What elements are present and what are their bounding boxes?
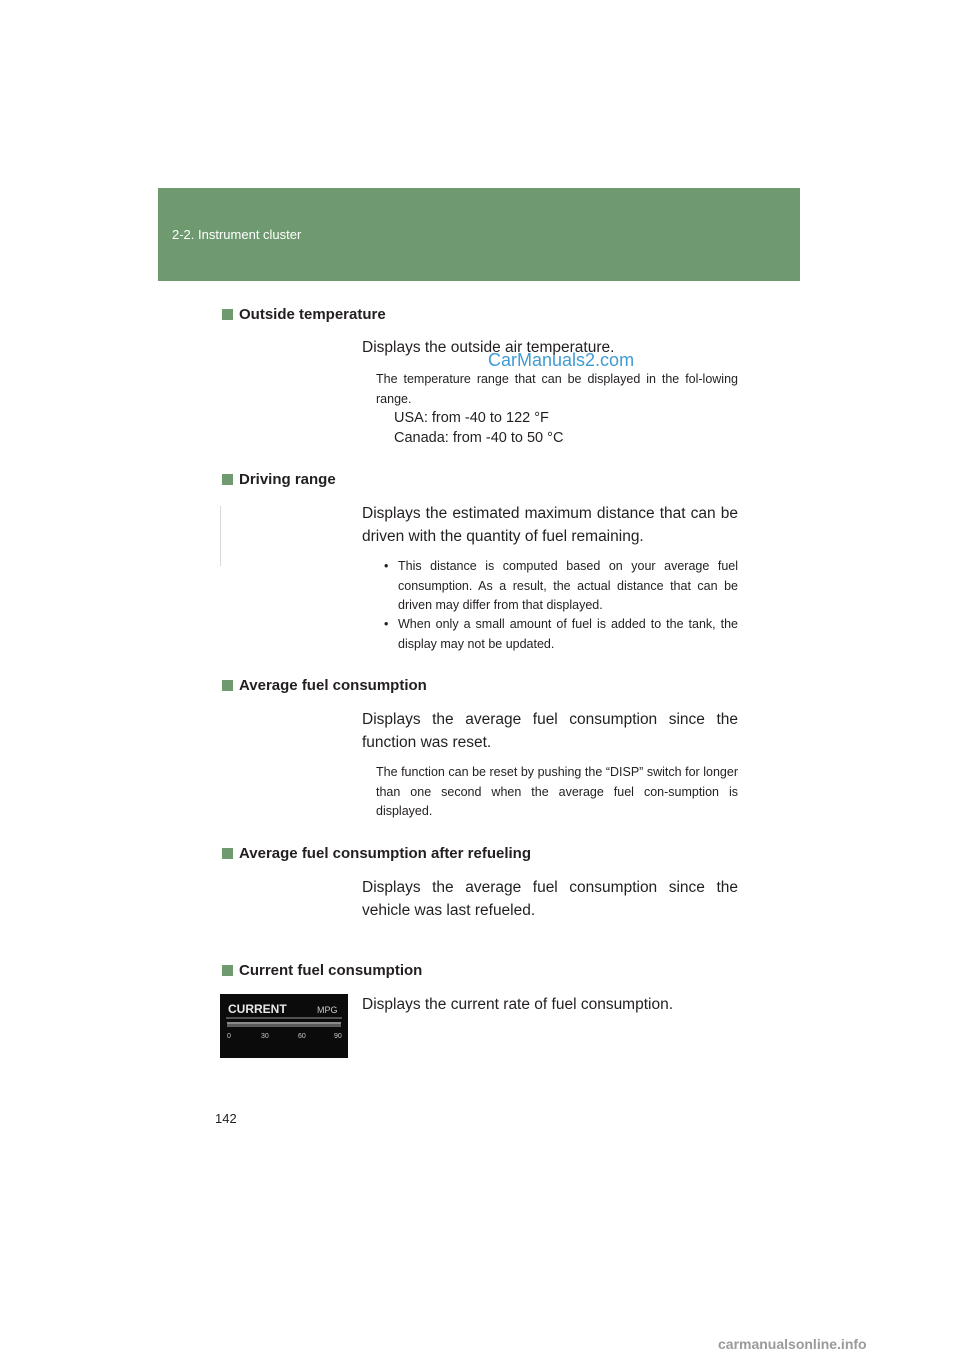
driving-range-bullet-1 (380, 557, 738, 616)
page-number: 142 (215, 1111, 237, 1126)
outside-temperature-note: The temperature range that can be displayed in the fol-lowing range. (376, 372, 738, 406)
watermark-carmanualsonline: carmanualsonline.info (718, 1336, 867, 1352)
heading-outside-temperature (222, 306, 386, 323)
outside-temperature-body: Displays the outside air temperature. (362, 339, 615, 356)
heading-driving-range (222, 471, 336, 488)
average-fuel-body: Displays the average fuel consumption since the function was reset. (362, 711, 738, 751)
heading-label: Average fuel consumption (239, 677, 427, 694)
display-tick-label: 60 (298, 1033, 306, 1040)
heading-label: Outside temperature (239, 306, 386, 323)
average-fuel-note: The function can be reset by pushing the “DISP” switch for longer than one second when the average fuel con-sumption is displayed. (376, 765, 738, 818)
average-after-refuel-body: Displays the average fuel consumption since the vehicle was last refueled. (362, 879, 738, 919)
square-bullet-icon (222, 965, 233, 976)
heading-current-fuel (222, 962, 422, 979)
side-rule (220, 506, 221, 566)
temperature-range-canada: Canada: from -40 to 50 °C (394, 430, 564, 446)
square-bullet-icon (222, 309, 233, 320)
heading-label: Current fuel consumption (239, 962, 423, 979)
bullet-text: This distance is computed based on your average fuel consumption. As a result, the actual distance that can be driven may differ from that displayed. (398, 559, 738, 612)
display-bar-highlight (227, 1022, 341, 1024)
bullet-dot: • (384, 559, 389, 573)
display-tick-label: 30 (261, 1033, 269, 1040)
display-unit: MPG (317, 1005, 338, 1015)
current-fuel-body: Displays the current rate of fuel consumption. (362, 996, 674, 1013)
square-bullet-icon (222, 474, 233, 485)
display-tick-label: 90 (334, 1033, 342, 1040)
heading-average-fuel (222, 677, 427, 694)
display-label: CURRENT (228, 1002, 287, 1016)
heading-label: Average fuel consumption after refueling (239, 845, 531, 862)
temperature-range-usa: USA: from -40 to 122 °F (394, 410, 549, 426)
driving-range-body: Displays the estimated maximum distance that can be driven with the quantity of fuel remaining. (362, 505, 738, 545)
watermark-carmanuals2: CarManuals2.com (488, 350, 635, 370)
display-tick-label: 0 (227, 1033, 231, 1040)
square-bullet-icon (222, 848, 233, 859)
driving-range-bullet-2 (380, 615, 738, 654)
heading-label: Driving range (239, 471, 336, 488)
display-graphic (220, 994, 348, 1058)
section-breadcrumb: 2-2. Instrument cluster (172, 227, 302, 242)
square-bullet-icon (222, 680, 233, 691)
bullet-dot: • (384, 617, 389, 631)
bullet-text: When only a small amount of fuel is added to the tank, the display may not be updated. (398, 617, 738, 651)
current-fuel-display-image (220, 994, 348, 1058)
heading-average-after-refuel (222, 845, 531, 862)
